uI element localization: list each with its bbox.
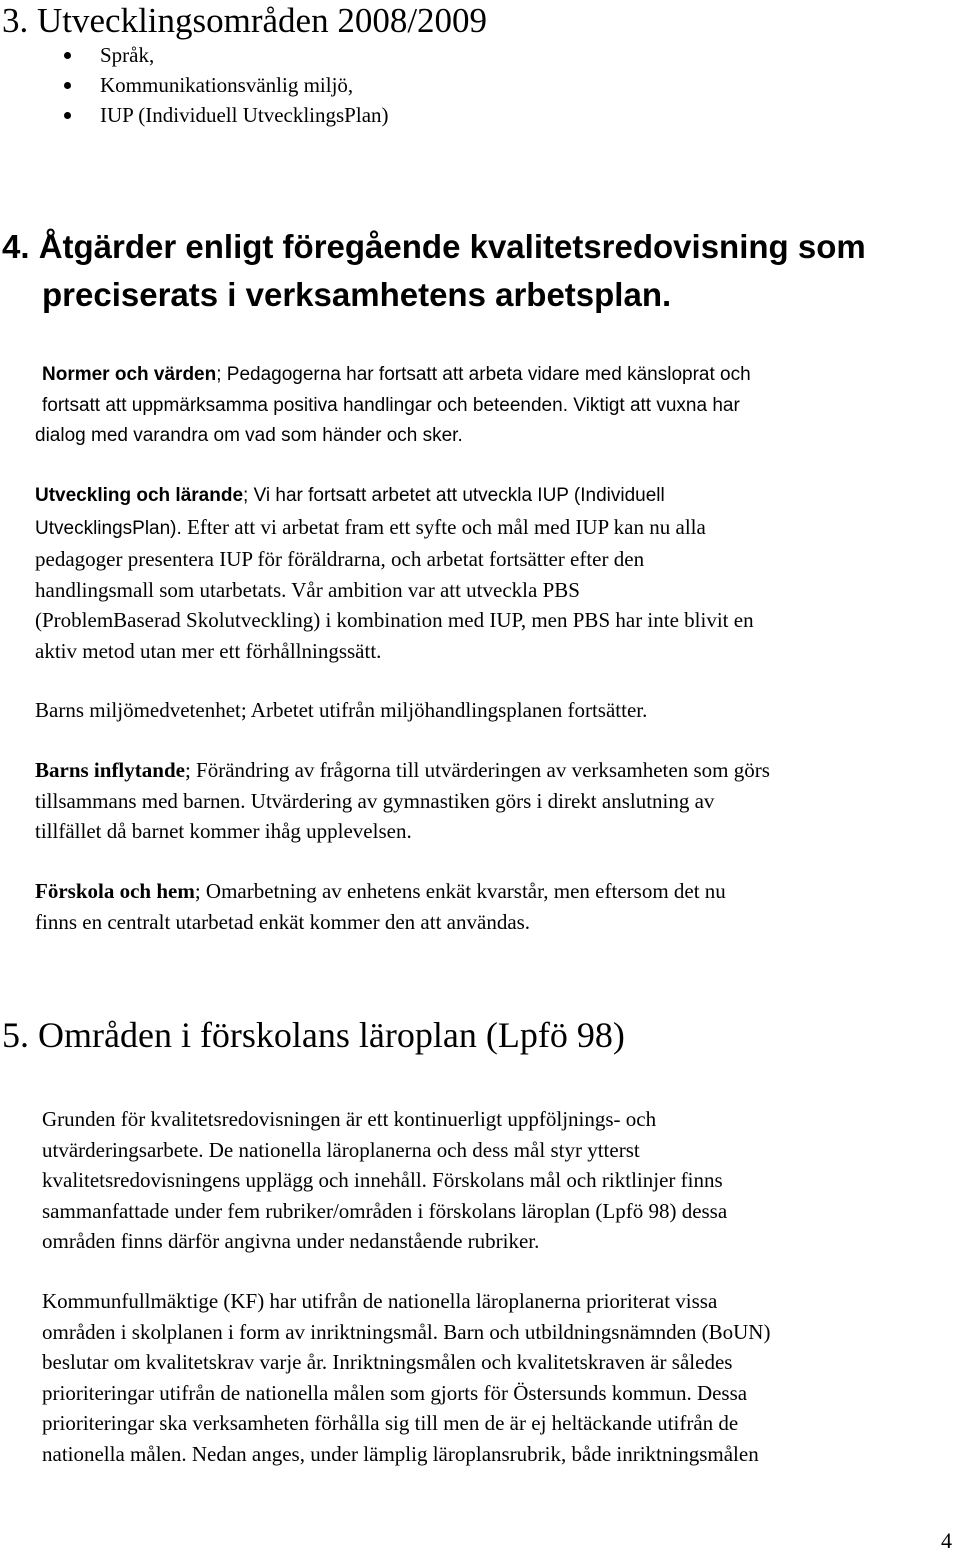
section-4-heading-line-2: preciserats i verksamhetens arbetsplan.: [42, 276, 672, 313]
list-item: Kommunikationsvänlig miljö,: [60, 70, 389, 100]
section-3-heading: 3. Utvecklingsområden 2008/2009: [2, 1, 488, 40]
list-item: Språk,: [60, 40, 389, 70]
section-4-heading-line-1: 4. Åtgärder enligt föregående kvalitetsredovisning som: [2, 228, 866, 265]
page-number: 4: [941, 1528, 952, 1553]
development-and-learning-paragraph: Utveckling och lärande; Vi har fortsatt arbetet att utveckla IUP (Individuell UtvecklingsPlan). Efter att vi arbetat fram ett syfte och mål med IUP kan nu alla pedagoger presentera IUP för föräldrarna, och arbetat fortsätter efter den handlingsmall som utarbetats. Vår ambition var att utveckla PBS (ProblemBaserad Skolutveckling) i kombination med IUP, men PBS har inte blivit en aktiv metod utan mer ett förhållningssätt.: [35, 485, 754, 663]
environmental-awareness-paragraph: Barns miljömedvetenhet; Arbetet utifrån miljöhandlingsplanen fortsätter.: [35, 698, 648, 722]
development-areas-list: [60, 40, 389, 130]
bullet-icon: [64, 112, 71, 119]
bullet-icon: [64, 82, 71, 89]
norms-and-values-paragraph: Normer och värden; Pedagogerna har fortsatt att arbeta vidare med känsloprat och fortsatt att uppmärksamma positiva handlingar och beteenden. Viktigt att vuxna har dialog med varandra om vad som händer och sker.: [35, 364, 751, 446]
section-5-heading: 5. Områden i förskolans läroplan (Lpfö 98): [2, 1015, 625, 1055]
list-item: IUP (Individuell UtvecklingsPlan): [60, 100, 389, 130]
preschool-and-home-paragraph: Förskola och hem; Omarbetning av enhetens enkät kvarstår, men eftersom det nu finns en centralt utarbetad enkät kommer den att användas.: [35, 879, 726, 934]
municipal-priorities-paragraph: Kommunfullmäktige (KF) har utifrån de nationella läroplanerna prioriterat vissa områden i skolplanen i form av inriktningsmål. Barn och utbildningsnämnden (BoUN) beslutar om kvalitetskrav varje år. Inriktningsmålen och kvalitetskraven är således prioriteringar utifrån de nationella målen som gjorts för Östersunds kommun. Dessa prioriteringar ska verksamheten förhålla sig till men de är ej heltäckande utifrån de nationella målen. Nedan anges, under lämplig läroplansrubrik, både inriktningsmålen: [42, 1289, 771, 1466]
curriculum-intro-paragraph: Grunden för kvalitetsredovisningen är ett kontinuerligt uppföljnings- och utvärderingsarbete. De nationella läroplanerna och dess mål styr ytterst kvalitetsredovisningens upplägg och innehåll. Förskolans mål och riktlinjer finns sammanfattade under fem rubriker/områden i förskolans läroplan (Lpfö 98) dessa områden finns därför angivna under nedanstående rubriker.: [42, 1107, 728, 1253]
bullet-icon: [64, 52, 71, 59]
childrens-influence-paragraph: Barns inflytande; Förändring av frågorna till utvärderingen av verksamheten som görs tillsammans med barnen. Utvärdering av gymnastiken görs i direkt anslutning av tillfället då barnet kommer ihåg upplevelsen.: [35, 758, 770, 843]
